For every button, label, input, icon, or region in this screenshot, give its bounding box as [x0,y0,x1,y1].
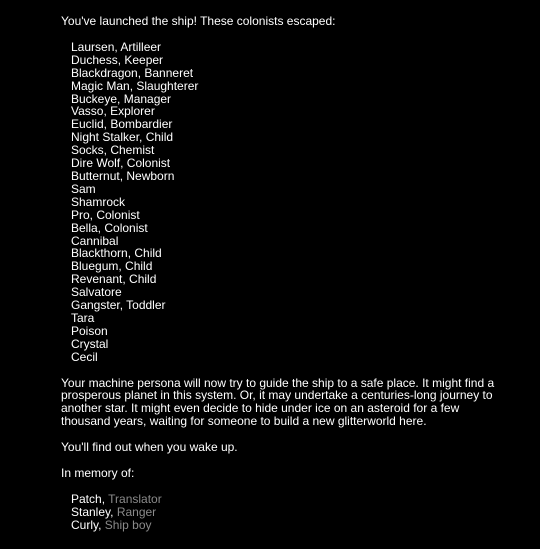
colonist-entry: Salvatore [71,285,122,300]
machine-persona-paragraph [61,375,495,429]
memorial-separator: , [98,517,105,532]
colonist-entry: Gangster, Toddler [71,298,166,313]
memorial-name: Stanley [71,504,111,519]
colonist-entry: Bluegum, Child [71,259,153,274]
colonist-entry: Magic Man, Slaughterer [71,78,199,93]
colonist-entry: Duchess, Keeper [71,52,164,67]
memorial-entry [71,519,491,532]
memory-heading: In memory of: [61,466,135,481]
memorial-role: Ship boy [104,517,152,532]
memorial-separator: , [101,492,109,506]
wake-message: You'll find out when you wake up. [61,440,238,455]
colonist-entry: Poison [71,323,108,338]
colonist-entry: Bella, Colonist [71,220,148,235]
colonist-entry: Blackdragon, Banneret [71,65,194,80]
colonist-entry: Buckeye, Manager [71,91,172,106]
colonist-entry: Tara [71,310,95,325]
colonist-entry: Laursen, Artilleer [71,39,162,54]
colonist-entry: Dire Wolf, Colonist [71,156,171,171]
colonist-entry: Crystal [71,336,109,351]
colonist-entry: Night Stalker, Child [71,130,174,145]
colonist-entry: Blackthorn, Child [71,246,162,261]
colonist-entry: Shamrock [71,194,126,209]
colonist-entry: Euclid, Bombardier [71,117,173,132]
colonist-entry: Vasso, Explorer [71,104,155,119]
persona-line: prosperous planet in this system. Or, it may undertake a centuries-long journey to [61,388,493,403]
escaped-colonist-list [71,41,491,364]
memorial-list [71,493,491,532]
colonist-entry: Cannibal [71,233,119,248]
memorial-name: Curly [71,517,99,532]
memorial-name: Patch [71,492,102,506]
ship-launch-ending-screen [61,14,495,532]
colonist-entry: Butternut, Newborn [71,168,175,183]
colonist-entry: Cecil [71,349,98,364]
colonist-entry: Sam [71,181,96,196]
launch-message: You've launched the ship! These colonists escaped: [61,14,336,28]
colonist-entry: Pro, Colonist [71,207,140,222]
persona-line: thousand years, waiting for someone to build a new glitterworld here. [61,414,427,429]
memorial-role: Translator [108,492,162,506]
colonist-entry: Revenant, Child [71,272,157,287]
memorial-separator: , [110,504,117,519]
memorial-role: Ranger [116,504,157,519]
persona-line: Your machine persona will now try to guide the ship to a safe place. It might find a [61,375,495,390]
colonist-entry: Socks, Chemist [71,143,155,158]
persona-line: another star. It might even decide to hide under ice on an asteroid for a few [61,401,460,416]
